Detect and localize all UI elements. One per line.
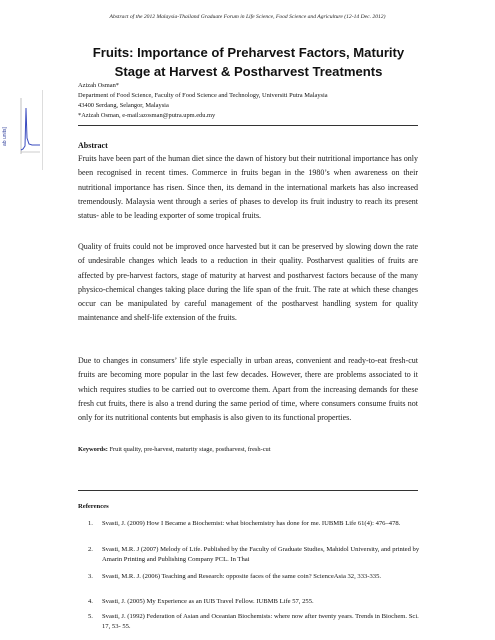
reference-text: Svasti, J. (2005) My Experience as an IUB Travel Fellow. IUBMB Life 57, 255.: [102, 598, 314, 605]
keywords-label: Keywords:: [78, 446, 108, 453]
header-divider: [78, 125, 418, 126]
running-header: Abstract of the 2012 Malaysia-Thailand Graduate Forum in Life Science, Food Science and Agriculture (12-14 Dec. 2012): [109, 14, 386, 20]
references-heading: References: [78, 503, 109, 510]
abstract-paragraph-1: Fruits have been part of the human diet since the dawn of history but their nutritional importance has only been recognised in recent times. Commerce in fruits began in the 1980’s when awareness on their nutritional importance has risen. Since then, its demand in the international markets has also increased tremendously. Malaysia went through a series of phases to develop its fruit industry to reach its present status- able to be leading exporter of some tropical fruits.: [78, 154, 418, 221]
abstract-heading: Abstract: [78, 141, 108, 150]
author-name: Azizah Osman*: [78, 82, 119, 89]
reference-text: Svasti, J. (2009) How I Became a Biochemist: what biochemistry has done for me. IUBMB Life 61(4): 476–478.: [102, 520, 401, 527]
reference-text: Svasti, M.R. J (2007) Melody of Life. Published by the Faculty of Graduate Studies, Mahidol University, and printed by Amarin Printing and Publishing Company PCL. In Thai: [102, 546, 420, 563]
spectrum-line-plot: [20, 98, 40, 154]
keywords-line: [78, 446, 428, 453]
reference-text: Svasti, M.R. J. (2006) Teaching and Research: opposite faces of the same coin? ScienceAsia 32, 333-335.: [102, 573, 382, 580]
author-contact: *Azizah Osman, e-mail:azosman@putra.upm.edu.my: [78, 112, 216, 119]
title-line-2: Stage at Harvest & Postharvest Treatments: [114, 64, 383, 79]
reference-number: 1.: [88, 520, 93, 527]
margin-axis-label: ab units]: [2, 127, 8, 146]
references-divider: [78, 490, 418, 491]
spectrum-line: [21, 108, 40, 150]
reference-number: 4.: [88, 598, 93, 605]
reference-text: Svasti, J. (1992) Federation of Asian and Oceanian Biochemists: where now after twenty years. Trends in Biochem. Sci. 17, 53- 55.: [102, 613, 419, 630]
paper-title: [66, 43, 431, 81]
author-affiliation: Department of Food Science, Faculty of Food Science and Technology, Universiti Putra Malaysia: [78, 92, 328, 99]
author-address: 43400 Serdang, Selangor, Malaysia: [78, 102, 169, 109]
reference-number: 3.: [88, 573, 93, 580]
reference-number: 5.: [88, 613, 93, 620]
abstract-paragraph-2: Quality of fruits could not be improved once harvested but it can be preserved by slowing down the rate of undesirable changes which leads to a reduction in their quality. Postharvest qualities of fruits are affected by pre-harvest factors, stage of maturity at harvest and postharvest factors because of the many physico-chemical changes taking place during the life span of the fruit. The rate at which these changes occur can be manipulated by careful management of the postharvest handling system for quality maintenance and shelf-life extension of the fruits.: [78, 242, 418, 323]
title-line-1: Fruits: Importance of Preharvest Factors, Maturity: [92, 45, 405, 60]
reference-number: 2.: [88, 546, 93, 553]
keywords-text: Fruit quality, pre-harvest, maturity stage, postharvest, fresh-cut: [109, 446, 271, 453]
abstract-paragraph-3: Due to changes in consumers’ life style especially in urban areas, convenient and ready-to-eat fresh-cut fruits are becoming more popular in the last few decades. However, there are problems associated to it which requires studies to be carried out to overcome them. Apart from the increasing demands for these fresh cut fruits, there is also a trend during the same period of time, where consumers consume fruits not only for its nutritional contents but emphasis is also given to its functional properties.: [78, 356, 418, 423]
